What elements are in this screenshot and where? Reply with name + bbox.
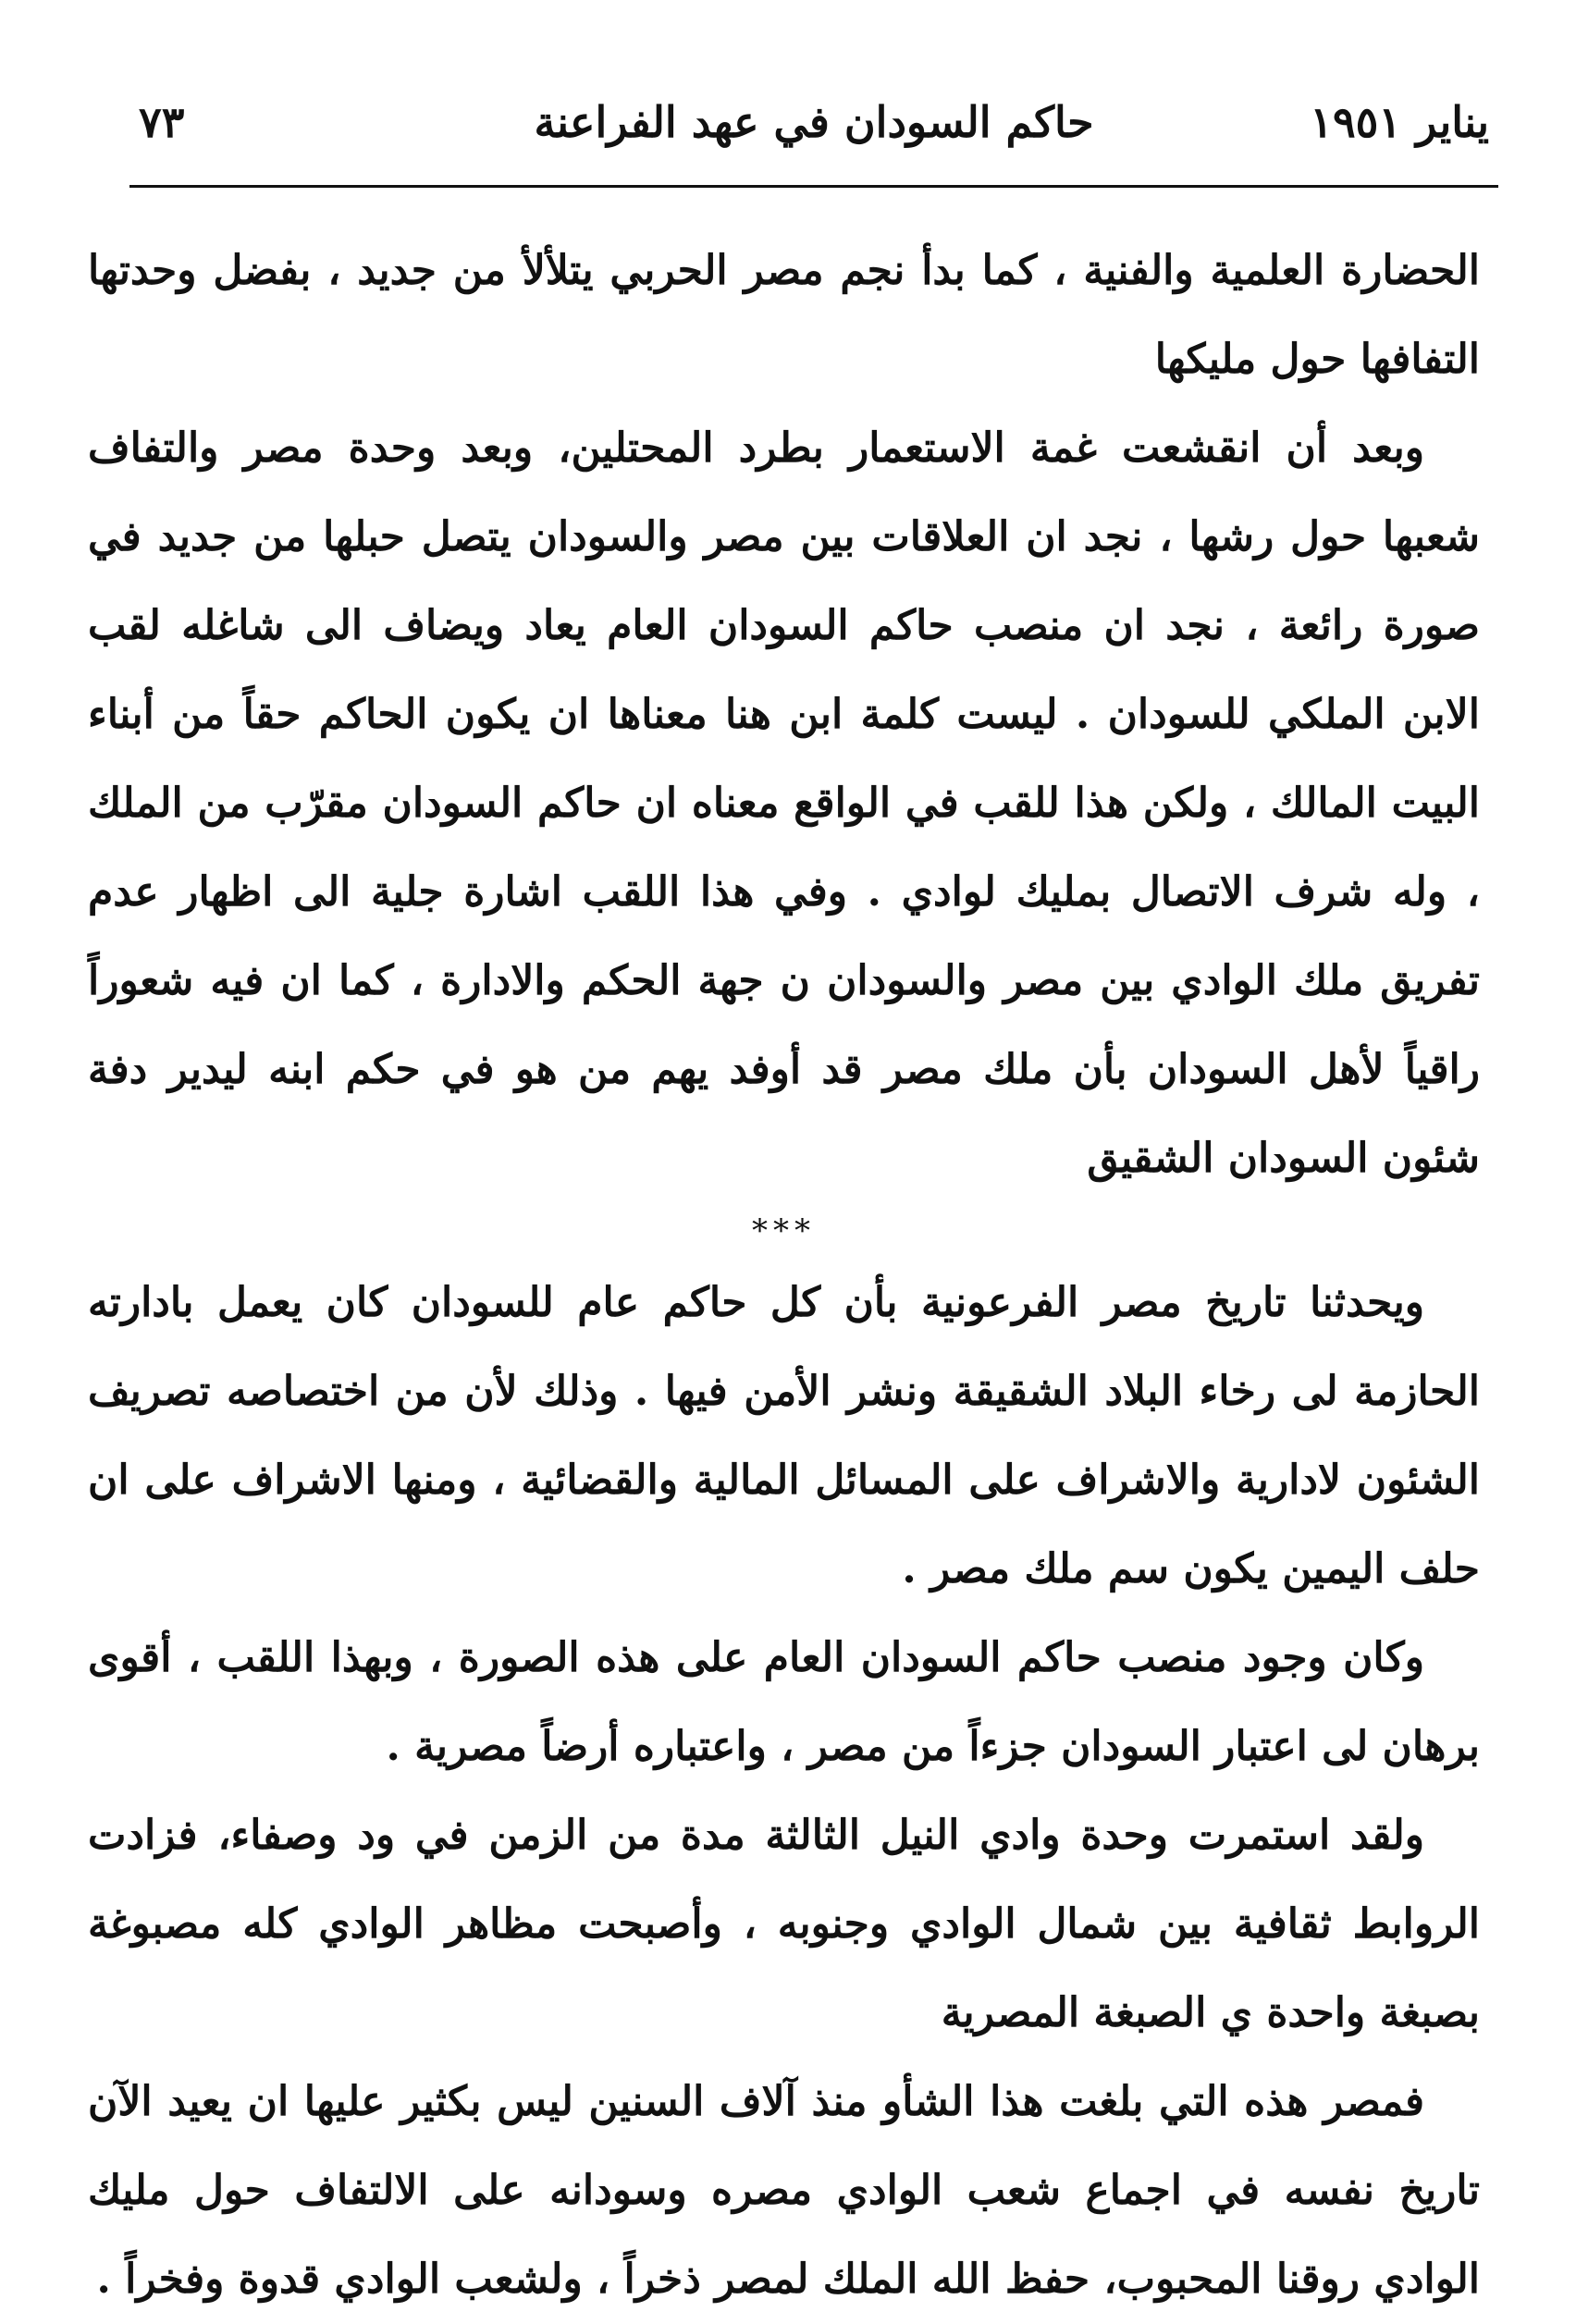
paragraph-5: ولقد استمرت وحدة وادي النيل الثالثة مدة من الزمن في ود وصفاء، فزادت الروابط ثقافية بين شمال الوادي وجنوبه ، وأصبحت مظاهر الوادي كله مصبوغة بصبغة واحدة ي الصبغة المصرية — [88, 1812, 1480, 2036]
body-text — [88, 227, 1480, 2324]
paragraph-4: وكان وجود منصب حاكم السودان العام على هذه الصورة ، وبهذا اللقب ، أقوى برهان لى اعتبار السودان جزءاً من مصر ، واعتباره أرضاً مصرية . — [88, 1634, 1480, 1770]
paragraph-6: فمصر هذه التي بلغت هذا الشأو منذ آلاف السنين ليس بكثير عليها ان يعيد الآن تاريخ نفسه في اجماع شعب الوادي مصره وسودانه على الالتفاف حول مليك الوادي روقنا المحبوب، حفظ الله الملك لمصر ذخراً ، ولشعب الوادي قدوة وفخراً . — [88, 2078, 1480, 2303]
section-separator: *** — [752, 1212, 816, 1249]
header-date: يناير ١٩٥١ — [1310, 97, 1489, 147]
paragraph-3: ويحدثنا تاريخ مصر الفرعونية بأن كل حاكم عام للسودان كان يعمل بادارته الحازمة لى رخاء البلاد الشقيقة ونشر الأمن فيها . وذلك لأن من اختصاصه تصريف الشئون لادارية والاشراف على المسائل المالية والقضائية ، ومنها الاشراف على ان حلف اليمين يكون سم ملك مصر . — [88, 1279, 1480, 1592]
running-title: حاكم السودان في عهد الفراعنة — [534, 97, 1094, 147]
paragraph-2: وبعد أن انقشعت غمة الاستعمار بطرد المحتلين، وبعد وحدة مصر والتفاف شعبها حول رشها ، نجد ان العلاقات بين مصر والسودان يتصل حبلها من جديد في صورة رائعة ، نجد ان منصب حاكم السودان العام يعاد ويضاف الى شاغله لقب الابن الملكي للسودان . ليست كلمة ابن هنا معناها ان يكون الحاكم حقاً من أبناء البيت المالك ، ولكن هذا للقب في الواقع معناه ان حاكم السودان مقرّب من الملك ، وله شرف الاتصال بمليك لوادي . وفي هذا اللقب اشارة جلية الى اظهار عدم تفريق ملك الوادي بين مصر والسودان ن جهة الحكم والادارة ، كما ان فيه شعوراً راقياً لأهل السودان بأن ملك مصر قد أوفد يهم من هو في حكم ابنه ليدير دفة شئون السودان الشقيق — [88, 424, 1480, 1182]
paragraph-1: الحضارة العلمية والفنية ، كما بدأ نجم مصر الحربي يتلألأ من جديد ، بفضل وحدتها التفافها حول مليكها — [88, 247, 1480, 383]
page-number: ٧٣ — [139, 97, 185, 147]
page-header — [139, 97, 1489, 180]
header-rule — [129, 185, 1498, 188]
